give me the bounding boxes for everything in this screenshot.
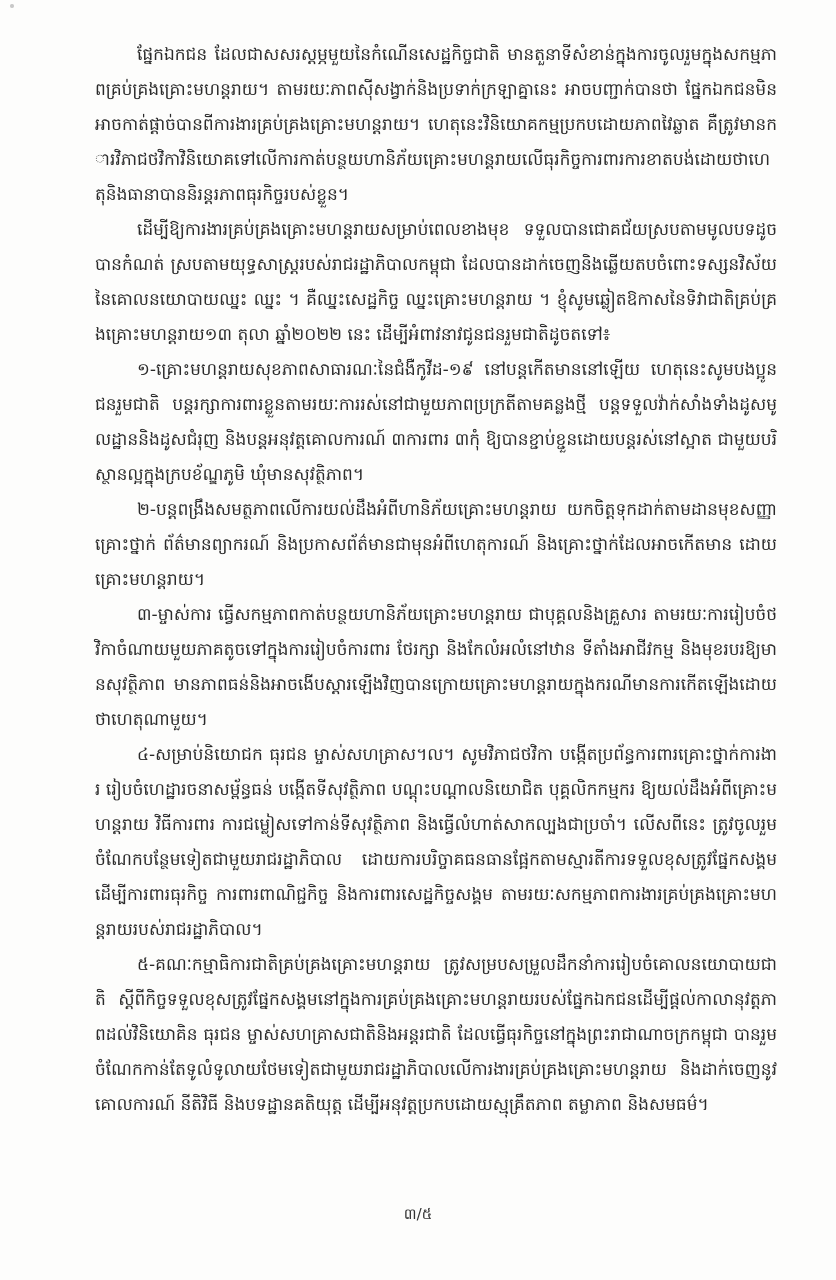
paragraph-point-1: ១-គ្រោះមហន្តរាយសុខភាពសាធារណៈនៃជំងឺកូវីដ-១៩ នៅបន្តកើតមាននៅឡើយ ហេតុនេះសូមបងប្អូនជនរួមជាតិ បន្តរក្សាការពារខ្លួនតាមរយៈការរស់នៅជាមួយភាពប្រក្រតីតាមគន្លងថ្មី បន្តទទួលវ៉ាក់សាំងទាំងដូសមូលដ្ឋាននិងដូសជំរុញ និងបន្តអនុវត្តគោលការណ៍ ៣ការពារ ៣កុំ ឱ្យបានខ្ជាប់ខ្ជួនដោយបន្តរស់នៅស្អាត ជាមួយបរិស្ថានល្អក្នុងក្របខ័ណ្ឌភូមិ ឃុំមានសុវត្ថិភាព។ [95,360,777,485]
paragraph-point-3: ៣-ម្ចាស់ការ ធ្វើសកម្មភាពកាត់បន្ថយហានិភ័យគ្រោះមហន្តរាយ ជាបុគ្គលនិងគ្រួសារ តាមរយៈការរៀបចំថវិកាចំណាយមួយភាគតូចទៅក្នុងការរៀបចំការពារ ថែរក្សា និងកែលំអលំនៅឋាន ទីតាំងអាជីវកម្ម និងមុខរបរឱ្យមានសុវត្ថិភាព មានភាពធន់និងអាចងើបស្តារឡើងវិញបានក្រោយគ្រោះមហន្តរាយក្នុងករណីមានការកើតឡើងដោយថាហេតុណាមួយ។ [95,605,777,730]
paragraph-private-sector: ផ្នែកឯកជន ដែលជាសសរស្តម្ភមួយនៃកំណើនសេដ្ឋកិច្ចជាតិ មានតួនាទីសំខាន់ក្នុងការចូលរួមក្នុងសកម្មភាពគ្រប់គ្រងគ្រោះមហន្តរាយ។ តាមរយៈភាពស៊ីសង្វាក់និងប្រទាក់ក្រឡាគ្នានេះ អាចបញ្ជាក់បានថា ផ្នែកឯកជនមិនអាចកាត់ផ្តាច់បានពីការងារគ្រប់គ្រងគ្រោះមហន្តរាយ។ ហេតុនេះវិនិយោគកម្មប្រកបដោយភាពវៃឆ្លាត គឺត្រូវមានការវិភាជថវិកាវិនិយោគទៅលើការកាត់បន្ថយហានិភ័យគ្រោះមហន្តរាយលើធុរកិច្ចការពារការខាតបង់ដោយថាហេតុនិងធានាបាននិរន្តរភាពធុរកិច្ចរបស់ខ្លួន។ [95,45,777,205]
paragraph-appeal-intro: ដើម្បីឱ្យការងារគ្រប់គ្រងគ្រោះមហន្តរាយសម្រាប់ពេលខាងមុខ ទទួលបានជោគជ័យស្របតាមមូលបទដូចបានកំណត់ ស្របតាមយុទ្ធសាស្ត្ររបស់រាជរដ្ឋាភិបាលកម្ពុជា ដែលបានដាក់ចេញនិងឆ្លើយតបចំពោះទស្សនវិស័យនៃគោលនយោបាយឈ្នះ ឈ្នះ ។ គឺឈ្នះសេដ្ឋកិច្ច ឈ្នះគ្រោះមហន្តរាយ ។ ខ្ញុំសូមឆ្លៀតឱកាសនៃទិវាជាតិគ្រប់គ្រងគ្រោះមហន្តរាយ១៣ តុលា ឆ្នាំ២០២២ នេះ ដើម្បីអំពាវនាវជូនជនរួមជាតិដូចតទៅ៖ [95,220,777,345]
page-number: ៣/៥ [403,1205,433,1223]
document-body [95,38,777,1123]
paragraph-point-4: ៤-សម្រាប់និយោជក ធុរជន ម្ចាស់សហគ្រាស។ល។ សូមវិភាជថវិកា បង្កើតប្រព័ន្ធការពារគ្រោះថ្នាក់ការងារ រៀបចំហេដ្ឋារចនាសម្ព័ន្ធធន់ បង្កើតទីសុវត្ថិភាព បណ្តុះបណ្តាលនិយោជិត បុគ្គលិកកម្មករ ឱ្យយល់ដឹងអំពីគ្រោះមហន្តរាយ វិធីការពារ ការជម្លៀសទៅកាន់ទីសុវត្ថិភាព និងធ្វើលំហាត់សាកល្បងជាប្រចាំ។ លើសពីនេះ ត្រូវចូលរួមចំណែកបន្ថែមទៀតជាមួយរាជរដ្ឋាភិបាល ដោយការបរិច្ចាគធនធានផ្អែកតាមស្មារតីការទទួលខុសត្រូវផ្នែកសង្គម ដើម្បីការពារធុរកិច្ច ការពារពាណិជ្ជកិច្ច និងការពារសេដ្ឋកិច្ចសង្គម តាមរយៈសកម្មភាពការងារគ្រប់គ្រងគ្រោះមហន្តរាយរបស់រាជរដ្ឋាភិបាល។ [95,745,777,940]
scan-speck [10,4,14,8]
paragraph-point-5: ៥-គណៈកម្មាធិការជាតិគ្រប់គ្រងគ្រោះមហន្តរាយ ត្រូវសម្របសម្រួលដឹកនាំការរៀបចំគោលនយោបាយជាតិ ស្តីពីកិច្ចទទួលខុសត្រូវផ្នែកសង្គមនៅក្នុងការគ្រប់គ្រងគ្រោះមហន្តរាយរបស់ផ្នែកឯកជនដើម្បីផ្តល់កាលានុវត្តភាពដល់វិនិយោគិន ធុរជន ម្ចាស់សហគ្រាសជាតិនិងអន្តរជាតិ ដែលធ្វើធុរកិច្ចនៅក្នុងព្រះរាជាណាចក្រកម្ពុជា បានរួមចំណែកកាន់តែទូលំទូលាយថែមទៀតជាមួយរាជរដ្ឋាភិបាលលើការងារគ្រប់គ្រងគ្រោះមហន្តរាយ និងដាក់ចេញនូវគោលការណ៍ នីតិវិធី និងបទដ្ឋានគតិយុត្ត ដើម្បីអនុវត្តប្រកបដោយស្មុគ្រឹតភាព តម្លាភាព និងសមធម៌។ [95,955,777,1115]
paragraph-point-2: ២-បន្តពង្រឹងសមត្ថភាពលើការយល់ដឹងអំពីហានិភ័យគ្រោះមហន្តរាយ យកចិត្តទុកដាក់តាមដានមុខសញ្ញាគ្រោះថ្នាក់ ព័ត៌មានព្យាករណ៍ និងប្រកាសព័ត៌មានជាមុនអំពីហេតុការណ៍ និងគ្រោះថ្នាក់ដែលអាចកើតមាន ដោយគ្រោះមហន្តរាយ។ [95,500,777,590]
